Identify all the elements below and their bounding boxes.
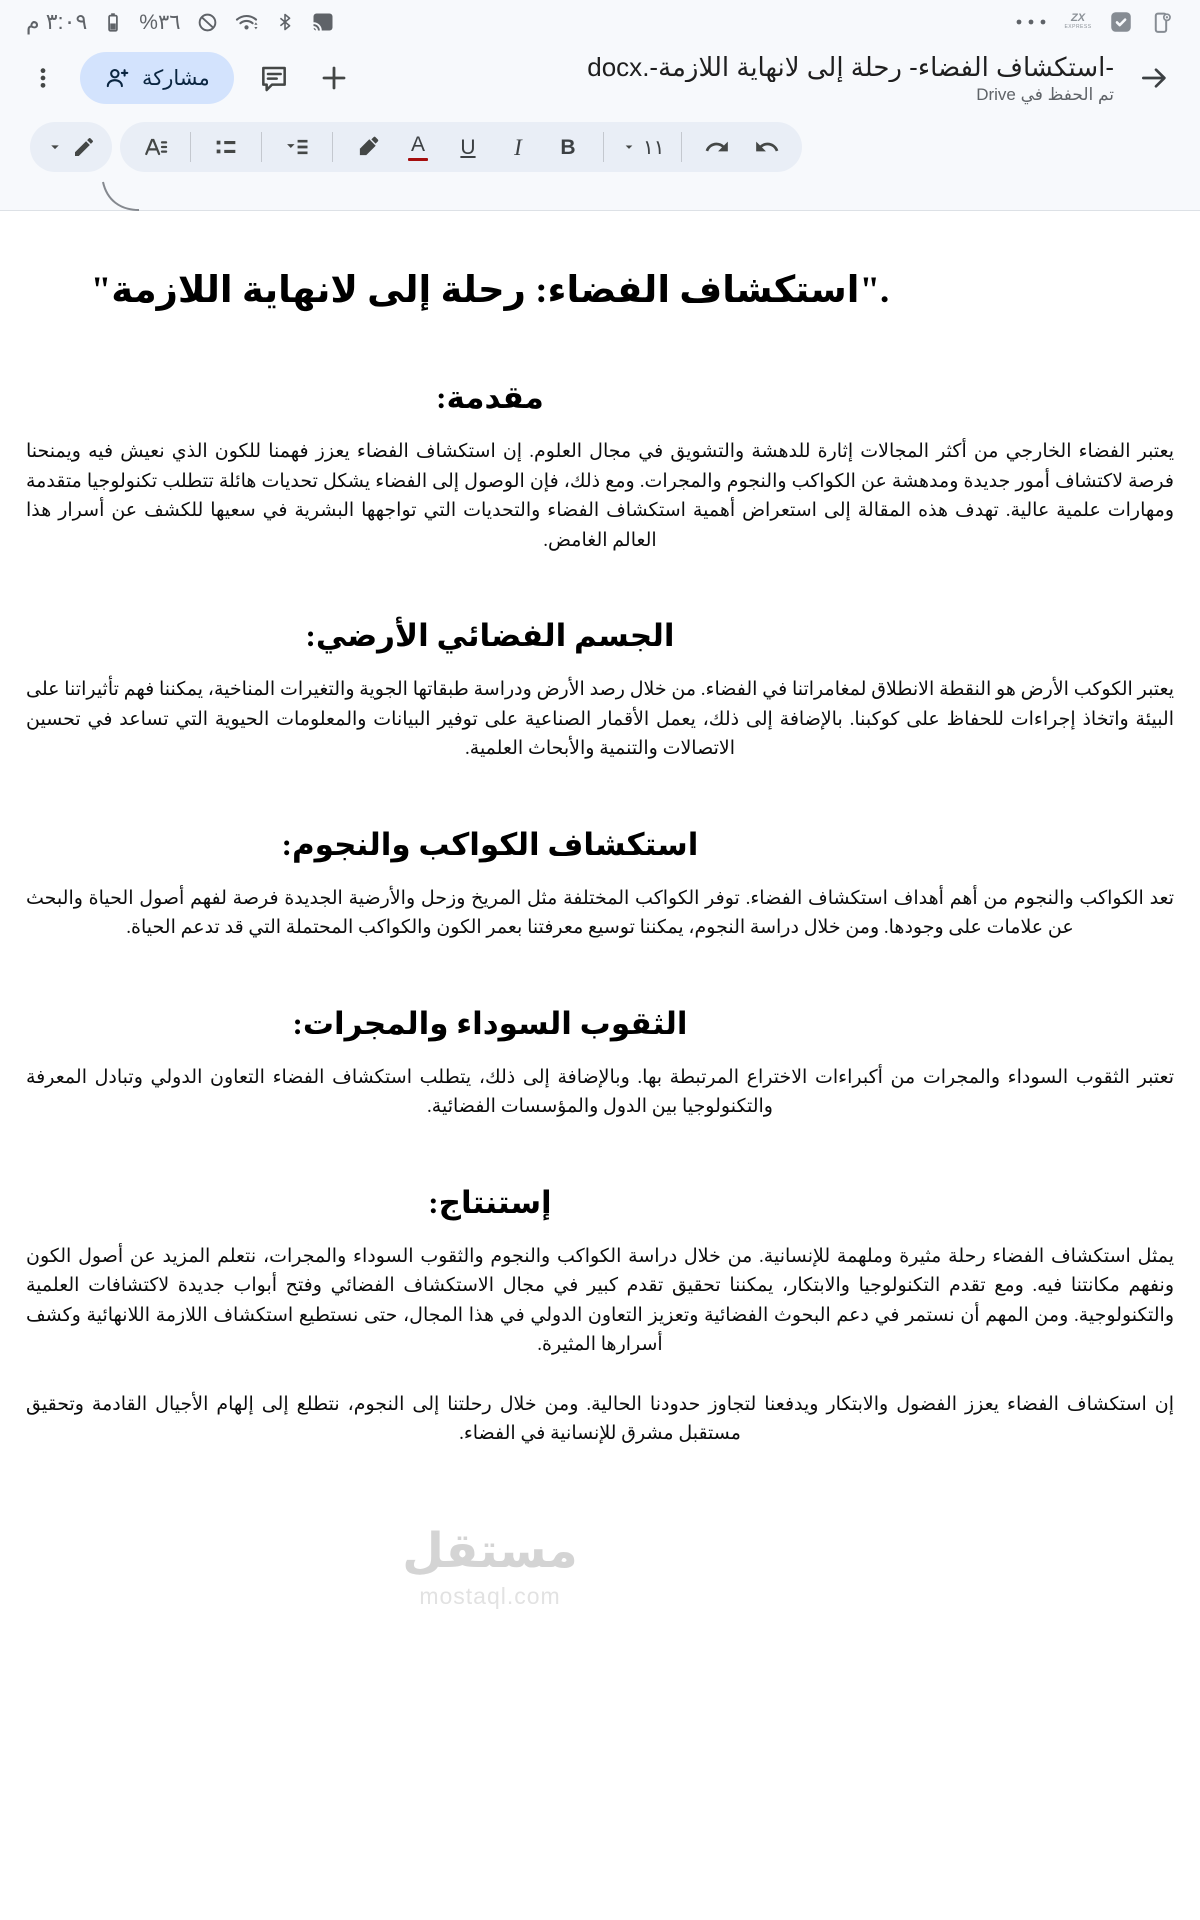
bullet-list-icon	[212, 133, 240, 161]
section-heading-black-holes[interactable]: الثقوب السوداء والمجرات:	[292, 1005, 688, 1041]
section-paragraph[interactable]: إن استكشاف الفضاء يعزز الفضول والابتكار ويدفعنا لتجاوز حدودنا الحالية. ومن خلال رحلتنا إلى النجوم، نتطلع إلى إلهام الأجيال القادمة وتحقيق مستقبل مشرق للإنسانية في الفضاء.	[26, 1393, 1174, 1444]
document-canvas[interactable]	[0, 211, 1200, 1920]
document-title-block	[374, 52, 1114, 105]
status-bar-right	[1014, 9, 1174, 35]
bold-button[interactable]	[543, 122, 593, 172]
toolbar-divider	[681, 132, 682, 162]
watermark	[26, 1523, 954, 1610]
add-button[interactable]	[314, 58, 354, 98]
zx-express-sublabel: EXPRESS	[1064, 24, 1092, 30]
share-button[interactable]	[80, 52, 234, 104]
section-paragraph[interactable]: يمثل استكشاف الفضاء رحلة مثيرة وملهمة للإنسانية. من خلال دراسة الكواكب والنجوم والثقوب السوداء والمجرات، نتعلم المزيد عن أصول الكون ونفهم مكانتنا فيه. ومع تقدم التكنولوجيا والابتكار، يمكننا تحقيق تقدم كبير في مجال الاستكشاف الفضائي وفتح أبواب جديدة لاكتشافات العلمية والتكنولوجية. ومن المهم أن نستمر في دعم البحوث الفضائية وتعزيز التعاون الدولي في هذا المجال، حتى نستطيع استكشاف اللازمة اللانهائية وكشف أسرارها المثيرة.	[26, 1245, 1174, 1355]
watermark-domain: mostaql.com	[419, 1582, 561, 1609]
page-corner-mark	[98, 180, 140, 212]
bullet-list-button[interactable]	[201, 122, 251, 172]
edit-mode-control[interactable]	[30, 122, 112, 172]
toolbar-divider	[603, 132, 604, 162]
redo-button[interactable]	[692, 122, 742, 172]
section-heading-introduction[interactable]: مقدمة:	[436, 380, 544, 415]
redo-icon	[704, 134, 730, 160]
person-add-icon	[104, 65, 130, 91]
watermark-logo: مستقل	[402, 1524, 578, 1578]
section-paragraph[interactable]: يعتبر الكوكب الأرض هو النقطة الانطلاق لمغامراتنا في الفضاء. من خلال رصد الأرض ودراسة طبقاتها الجوية والتغيرات المناخية، يمكننا فهم تأثيراتنا على البيئة واتخاذ إجراءات للحفاظ على كوكبنا. بالإضافة إلى ذلك، يعمل الأقمار الصناعية على توفير البيانات والمعلومات الحيوية التي تساعد في تحسين الاتصالات والتنمية والأبحاث العلمية.	[26, 679, 1174, 759]
section-paragraph[interactable]: تعد الكواكب والنجوم من أهم أهداف استكشاف الفضاء. توفر الكواكب المختلفة مثل المريخ وزحل والأرضية الجديدة فرصة لفهم أصول الحياة والبحث عن علامات على وجودها. ومن خلال دراسة النجوم، يمكننا توسيع معرفتنا بعمر الكون والكواكب المحتملة التي قد تدعم الحياة.	[26, 887, 1174, 938]
kebab-menu-button[interactable]	[26, 61, 60, 95]
status-bar-left	[26, 9, 336, 35]
document-title[interactable]: ."استكشاف الفضاء: رحلة إلى لانهاية اللازمة"	[90, 270, 890, 311]
section-heading-earth-body[interactable]: الجسم الفضائي الأرضي:	[305, 618, 675, 653]
italic-button[interactable]	[493, 122, 543, 172]
bluetooth-icon	[275, 10, 295, 34]
toolbar-divider	[261, 132, 262, 162]
toolbar-divider	[332, 132, 333, 162]
format-pill	[120, 122, 802, 172]
saved-status: تم الحفظ في Drive	[976, 84, 1114, 104]
italic-label: I	[514, 134, 522, 160]
zx-express-icon	[1063, 10, 1093, 34]
section-heading-conclusion[interactable]: إستنتاج:	[428, 1184, 552, 1220]
highlight-button[interactable]	[343, 122, 393, 172]
section-paragraph[interactable]: يعتبر الفضاء الخارجي من أكثر المجالات إثارة للدهشة والتشويق في مجال العلوم. إن استكشاف الفضاء يعزز فهمنا للكون الذي نعيش فيه ويمنحنا فرصة لاكتشاف أمور جديدة ومدهشة عن الكواكب والنجوم والمجرات. ومع ذلك، فإن الوصول إلى الفضاء يشكل تحديات هائلة تتطلب تكنولوجيا متقدمة ومهارات علمية عالية. تهدف هذه المقالة إلى استعراض أهمية استكشاف الفضاء والتحديات التي تواجهها البشرية في سعيها للكشف عن أسرار هذا العالم الغامض.	[26, 441, 1174, 551]
indent-icon	[282, 133, 312, 161]
chevron-down-icon	[621, 139, 637, 155]
share-button-label: مشاركة	[142, 66, 210, 90]
pencil-icon	[72, 135, 96, 159]
app-bar	[0, 40, 1200, 116]
comment-icon	[258, 62, 290, 94]
back-button[interactable]	[1134, 58, 1174, 98]
toolbar-divider	[190, 132, 191, 162]
undo-icon	[754, 134, 780, 160]
chevron-down-icon	[46, 138, 64, 156]
underline-button[interactable]	[443, 122, 493, 172]
kebab-menu-icon	[30, 65, 56, 91]
document-file-title[interactable]: -استكشاف الفضاء- رحلة إلى لانهاية اللازمة-.docx	[587, 51, 1114, 82]
blocked-icon	[196, 11, 219, 34]
text-color-label: A	[410, 132, 425, 156]
highlighter-icon	[355, 134, 381, 160]
underline-label: U	[460, 135, 476, 159]
format-toolbar	[0, 116, 1200, 186]
battery-percent: ٣٦%	[139, 10, 181, 34]
status-time: ٣:٠٩ م	[26, 9, 88, 34]
section-paragraph[interactable]: تعتبر الثقوب السوداء والمجرات من أكبراءات الاختراع المرتبطة بها. وبالإضافة إلى ذلك، يتطلب استكشاف الفضاء التعاون الدولي وتبادل المعرفة والتكنولوجيا بين الدول والمؤسسات الفضائية.	[26, 1066, 1174, 1117]
plus-icon	[318, 62, 350, 94]
text-color-swatch	[408, 158, 428, 161]
bold-label: B	[560, 135, 576, 159]
undo-button[interactable]	[742, 122, 792, 172]
wifi-icon	[234, 10, 260, 34]
status-bar	[0, 0, 1200, 40]
battery-icon	[102, 10, 124, 34]
app-chrome	[0, 0, 1200, 211]
comment-button[interactable]	[254, 58, 294, 98]
font-size-value: ١١	[643, 136, 665, 159]
screenshot-phone-icon	[1149, 10, 1174, 35]
text-color-button[interactable]	[393, 122, 443, 172]
overflow-dots-icon	[1014, 17, 1048, 27]
section-heading-planets-stars[interactable]: استكشاف الكواكب والنجوم:	[281, 826, 699, 862]
cast-icon	[310, 10, 336, 34]
zx-express-label: ZX	[1070, 12, 1086, 24]
arrow-forward-icon	[1138, 62, 1170, 94]
indent-button[interactable]	[272, 122, 322, 172]
font-size-control[interactable]	[614, 122, 671, 172]
format-text-icon	[141, 133, 169, 161]
text-format-menu-button[interactable]	[130, 122, 180, 172]
saved-check-badge-icon	[1108, 9, 1134, 35]
